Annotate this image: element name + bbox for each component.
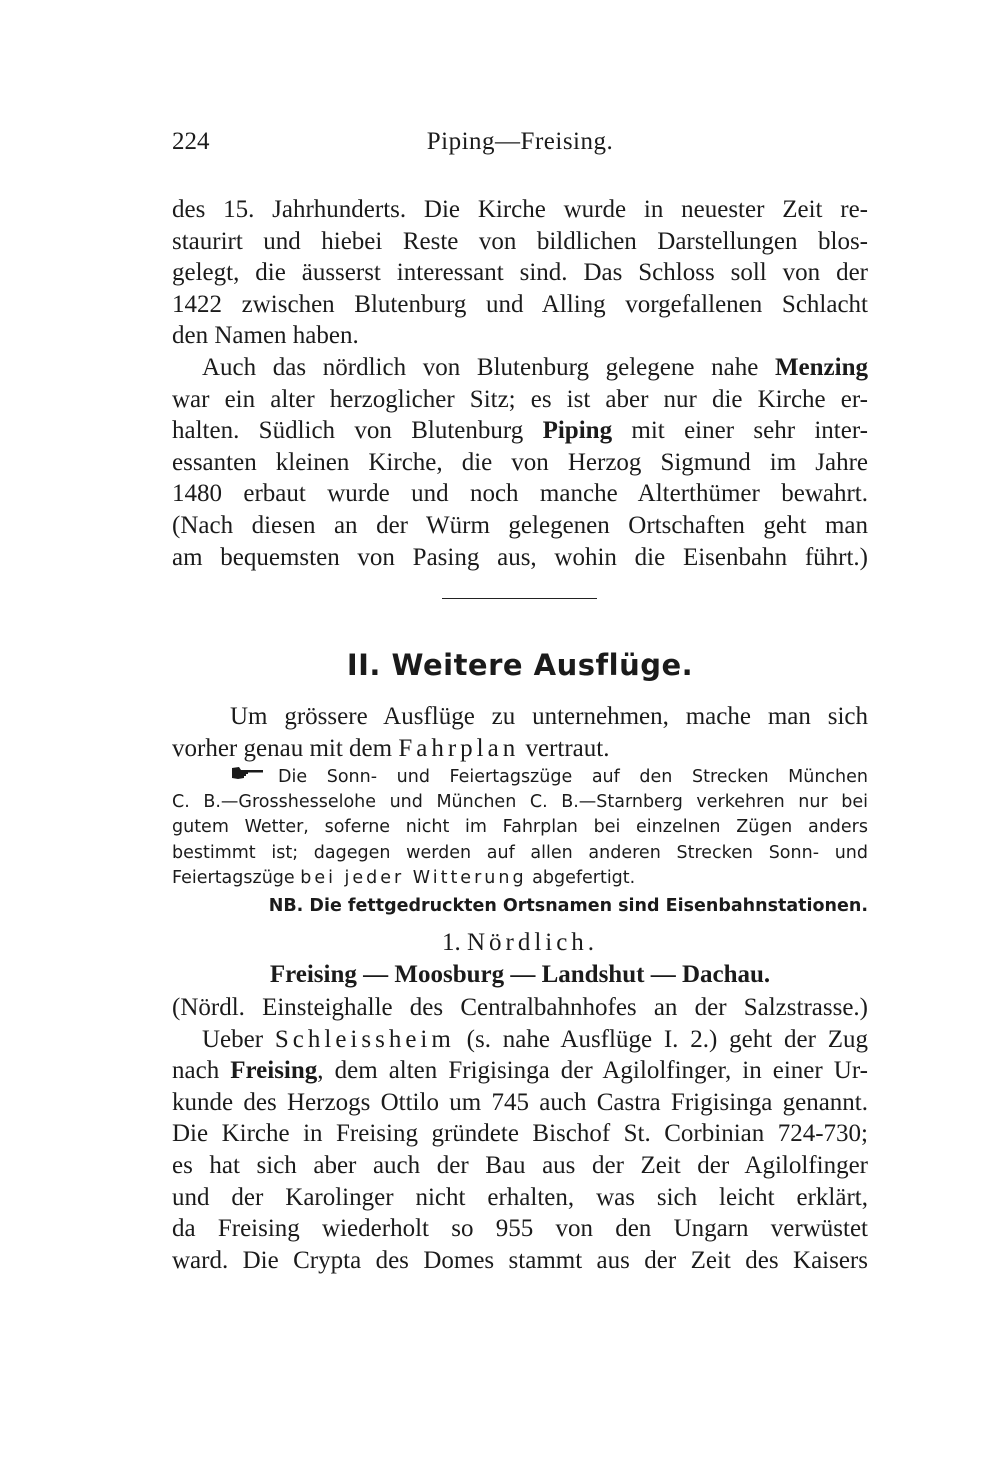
text-line: 1480 erbaut wurde und noch manche Alterthümer bewahrt.: [172, 480, 868, 508]
section-intro: [172, 701, 868, 764]
place-name-bold: Menzing: [774, 354, 868, 381]
text-line: [172, 733, 868, 765]
text-line: es hat sich aber auch der Bau aus der Zeit der Agilolfinger: [172, 1151, 868, 1179]
text-line: am bequemsten von Pasing aus, wohin die Eisenbahn führt.): [172, 543, 868, 571]
text-line: [172, 415, 868, 447]
text-run: Feiertagszüge: [172, 868, 301, 888]
route-heading: Freising — Moosburg — Landshut — Dachau.: [269, 961, 771, 988]
text-line: [172, 866, 868, 892]
text-line: 1422 zwischen Blutenburg und Alling vorgefallenen Schlacht: [172, 290, 868, 318]
subsection-number: 1.: [441, 929, 467, 956]
text-line: ward. Die Crypta des Domes stammt aus der Zeit des Kaisers: [172, 1246, 868, 1274]
text-line: war ein alter herzoglicher Sitz; es ist aber nur die Kirche er-: [172, 385, 868, 413]
route-heading-wrap: [172, 958, 868, 992]
notice-note: [172, 764, 868, 892]
text-line: (Nördl. Einsteighalle des Centralbahnhofes an der Salzstrasse.): [172, 994, 868, 1021]
text-line: da Freising wiederholt so 955 von den Ungarn verwüstet: [172, 1215, 868, 1243]
text-run: Auch das nördlich von Blutenburg gelegene nahe: [202, 354, 775, 381]
text-run: vorher genau mit dem: [172, 734, 399, 762]
text-line: den Namen haben.: [172, 322, 359, 350]
section-heading: II. Weitere Ausflüge.: [346, 648, 694, 682]
text-line: und der Karolinger nicht erhalten, was sich leicht erklärt,: [172, 1183, 868, 1211]
text-line: gelegt, die äusserst interessant sind. Das Schloss soll von der: [172, 259, 868, 287]
text-line: Um grössere Ausflüge zu unternehmen, mache man sich: [230, 703, 868, 730]
text-line: (Nach diesen an der Würm gelegenen Ortschaften geht man: [172, 511, 868, 539]
nb-note: NB. Die fettgedruckten Ortsnamen sind Eisenbahnstationen.: [268, 896, 868, 916]
menzing-paragraph: [172, 352, 868, 573]
text-line: staurirt und hiebei Reste von bildlichen Darstellungen blos-: [172, 227, 868, 255]
text-line: gutem Wetter, soferne nicht im Fahrplan bei einzelnen Zügen anders: [172, 817, 868, 837]
text-line: Die Kirche in Freising gründete Bischof St. Corbinian 724-730;: [172, 1120, 868, 1148]
text-run: (s. nahe Ausflüge I. 2.) geht der Zug: [454, 1025, 868, 1053]
pointing-hand-icon: [230, 764, 264, 790]
text-line: essanten kleinen Kirche, die von Herzog Sigmund im Jahre: [172, 448, 868, 476]
section-divider: [442, 598, 597, 599]
page-number: 224: [172, 128, 210, 155]
text-run: vertraut.: [519, 734, 610, 762]
page-header: [172, 128, 868, 168]
route-paragraph: [172, 992, 868, 1276]
text-run: mit einer sehr inter-: [612, 417, 868, 445]
text-run: nach: [172, 1057, 231, 1085]
text-line: bestimmt ist; dagegen werden auf allen anderen Strecken Sonn- und: [172, 842, 868, 863]
spaced-term: bei jeder Witterung: [300, 868, 527, 888]
subsection-heading-wrap: [172, 926, 868, 960]
text-line: [172, 1024, 868, 1056]
text-run: abgefertigt.: [526, 868, 636, 888]
place-name-bold: Piping: [542, 417, 613, 445]
intro-paragraph: [172, 194, 868, 352]
text-run: halten. Südlich von Blutenburg: [172, 417, 543, 445]
nb-line-wrap: [172, 893, 868, 920]
text-line: [172, 352, 868, 384]
spaced-term: Fahrplan: [398, 734, 520, 762]
text-line: des 15. Jahrhunderts. Die Kirche wurde in neuester Zeit re-: [172, 196, 868, 223]
text-line: [172, 1055, 868, 1087]
spaced-term: Schleissheim: [274, 1025, 455, 1053]
text-run: , dem alten Frigisinga der Agilolfinger, in einer Ur-: [317, 1057, 868, 1085]
text-run: Ueber: [202, 1025, 275, 1053]
text-line: C. B.—Grosshesselohe und München C. B.—Starnberg verkehren nur bei: [172, 791, 868, 812]
subsection-title: Nördlich.: [466, 929, 599, 956]
text-line: [172, 764, 868, 790]
subsection-heading: [172, 926, 868, 960]
place-name-bold: Freising: [230, 1057, 318, 1085]
text-line: kunde des Herzogs Ottilo um 745 auch Castra Frigisinga genannt.: [172, 1088, 868, 1116]
text-run: Die Sonn- und Feiertagszüge auf den Strecken München: [278, 766, 868, 787]
running-title: Piping—Freising.: [426, 128, 614, 155]
